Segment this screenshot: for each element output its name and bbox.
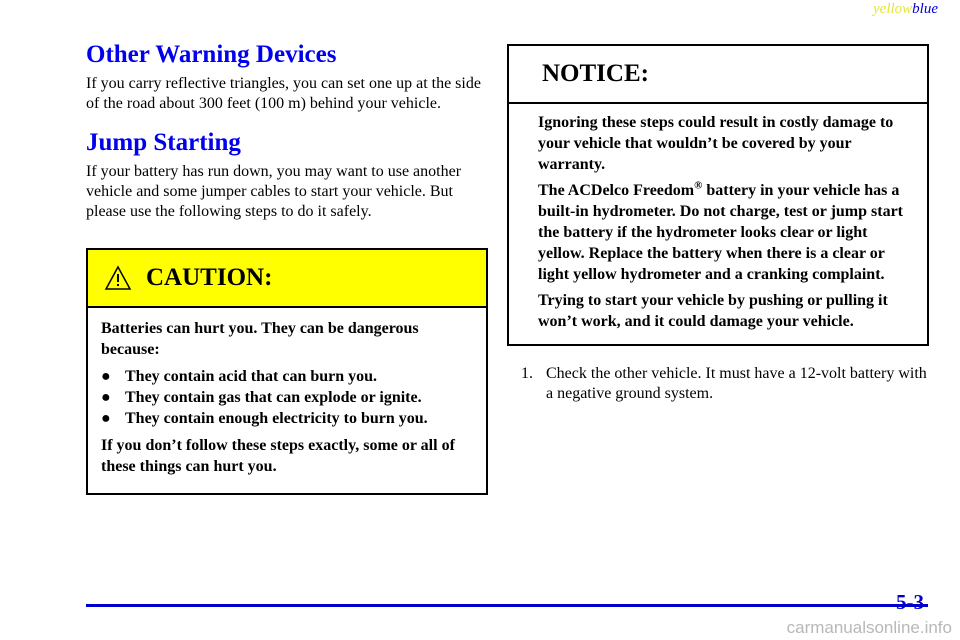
heading-other-warning-devices: Other Warning Devices [86,41,337,68]
notice-paragraph-3: Trying to start your vehicle by pushing or pulling it won’t work, and it could damage your vehicle. [538,292,888,330]
step-text: Check the other vehicle. It must have a 12-volt battery with a negative ground system. [546,365,927,402]
color-tag-yellow: yellow [873,1,913,17]
list-item: ● They contain gas that can explode or ignite. [101,389,422,406]
heading-jump-starting: Jump Starting [86,129,241,156]
paragraph-jump-starting: If your battery has run down, you may want to use another vehicle and some jumper cables to start your vehicle. But please use the following steps to do it safely. [86,163,462,220]
notice-title: NOTICE: [542,60,649,87]
bullet-dot-icon: ● [101,368,111,385]
caution-header [88,250,486,308]
list-item: ● They contain enough electricity to burn you. [101,410,428,427]
footer-rule [86,604,928,607]
registered-mark: ® [694,179,703,192]
bullet-dot-icon: ● [101,410,111,427]
list-item: ● They contain acid that can burn you. [101,368,378,385]
paragraph-other-warning: If you carry reflective triangles, you can set one up at the side of the road about 300 feet (100 m) behind your vehicle. [86,75,481,112]
color-tag-blue: blue [912,1,938,17]
caution-box [86,248,488,495]
left-column [86,40,492,495]
step-1 [507,364,929,404]
notice-box [507,44,929,346]
caution-title: CAUTION: [146,264,273,291]
notice-body [509,104,927,344]
caution-list [101,366,472,429]
caution-closing: If you don’t follow these steps exactly, some or all of these things can hurt you. [101,437,455,475]
color-tag [873,1,938,18]
right-column [507,44,929,404]
caution-intro: Batteries can hurt you. They can be dangerous because: [101,320,419,358]
page-number: 5-3 [896,590,924,614]
notice-paragraph-1: Ignoring these steps could result in costly damage to your vehicle that wouldn’t be covered by your warranty. [538,114,894,173]
notice-header [509,46,927,104]
warning-triangle-icon [104,265,132,291]
notice-paragraph-2: The ACDelco Freedom® battery in your vehicle has a built-in hydrometer. Do not charge, test or jump start the battery if the hydrometer looks clear or light yellow. Replace the battery when there is a clear or light yellow hydrometer and a cranking complaint. [538,179,904,283]
caution-body [88,308,486,493]
step-number: 1. [521,365,533,382]
bullet-dot-icon: ● [101,389,111,406]
watermark: carmanualsonline.info [786,618,952,637]
